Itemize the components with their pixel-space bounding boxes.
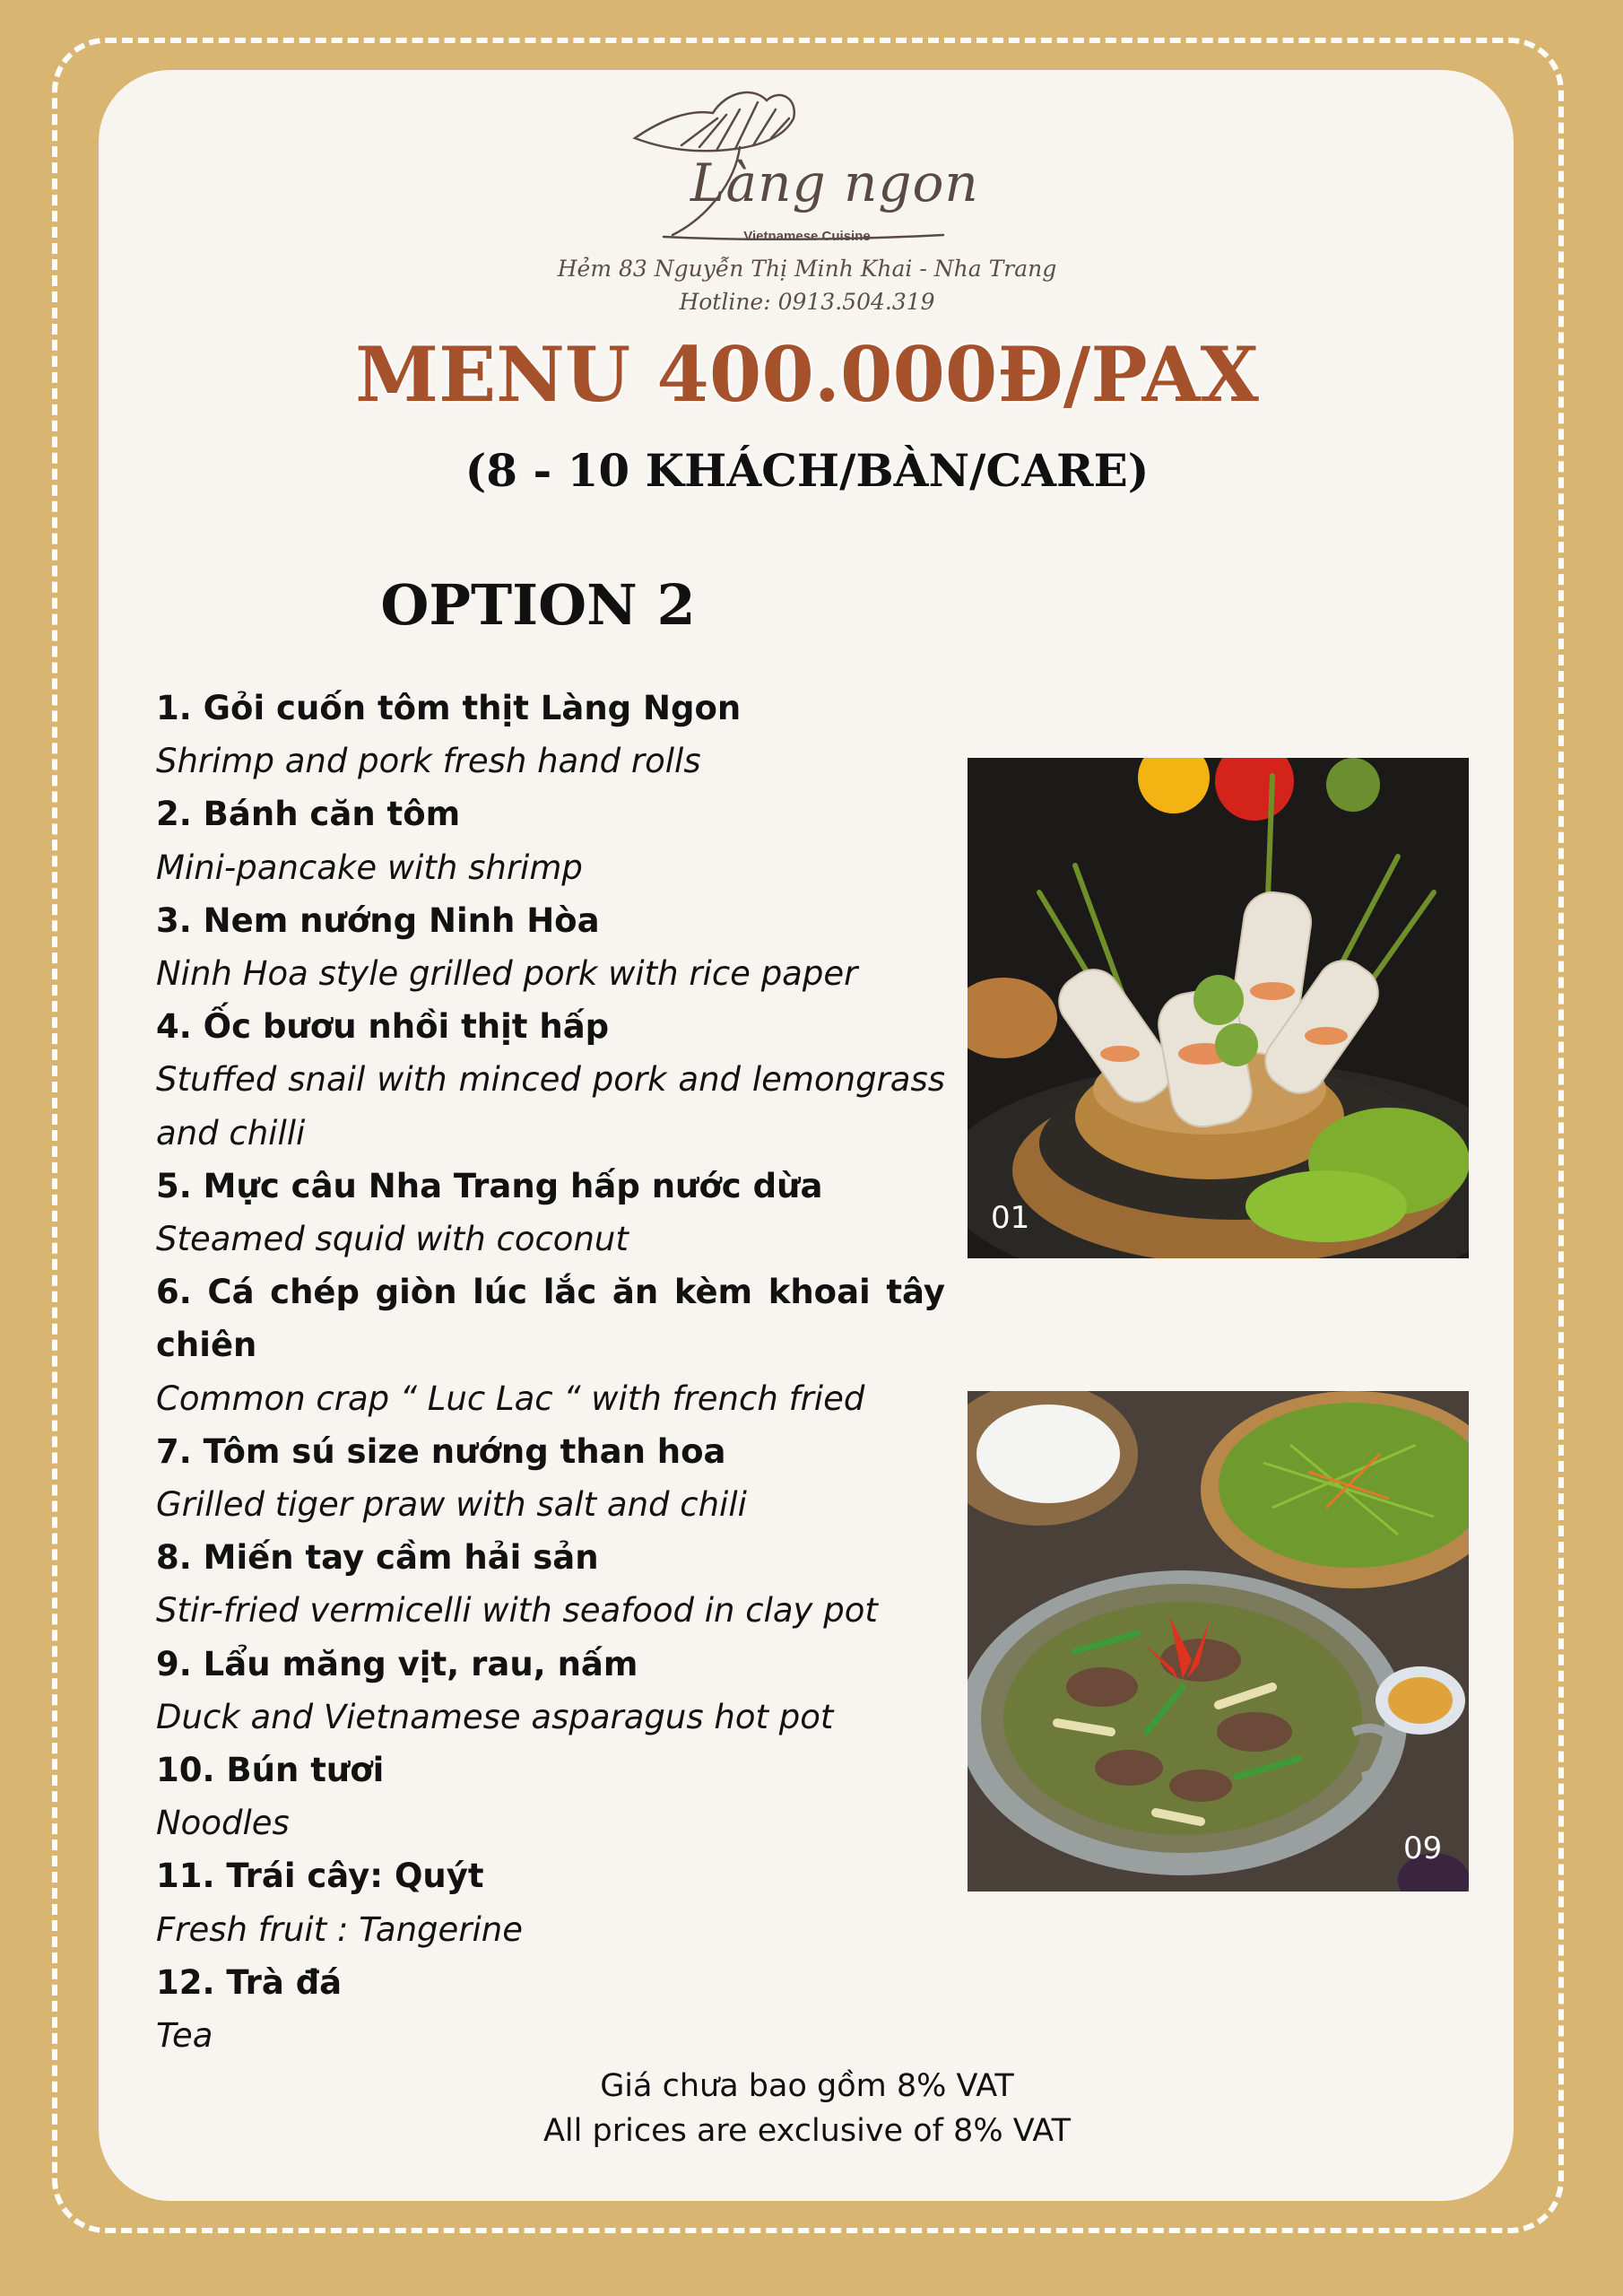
menu-item-list — [156, 682, 945, 2062]
hot-pot-photo — [968, 1391, 1469, 1892]
menu-item-description: Mini-pancake with shrimp — [156, 848, 583, 887]
spring-rolls-illustration — [968, 758, 1469, 1258]
menu-item-description: Ninh Hoa style grilled pork with rice paper — [156, 954, 858, 994]
menu-item-description: Shrimp and pork fresh hand rolls — [156, 742, 701, 781]
menu-item-name: 5. Mực câu Nha Trang hấp nước dừa — [156, 1166, 823, 1205]
menu-item-name: 8. Miến tay cầm hải sản — [156, 1538, 599, 1578]
menu-item-description: Tea — [156, 2016, 213, 2056]
hot-pot-illustration — [968, 1391, 1469, 1892]
menu-item-name: 4. Ốc bươu nhồi thịt hấp — [156, 1007, 610, 1047]
menu-item-description: Noodles — [156, 1804, 290, 1843]
menu-item-description: Steamed squid with coconut — [156, 1220, 629, 1259]
menu-item-name: 10. Bún tươi — [156, 1751, 385, 1790]
option-heading: OPTION 2 — [380, 572, 696, 638]
vat-note-english: All prices are exclusive of 8% VAT — [542, 2113, 1072, 2149]
menu-item-description: Stir-fried vermicelli with seafood in clay pot — [156, 1591, 878, 1631]
spring-rolls-photo — [968, 758, 1469, 1258]
menu-guests-subtitle: (8 - 10 KHÁCH/BÀN/CARE) — [464, 444, 1150, 497]
menu-item-description: Duck and Vietnamese asparagus hot pot — [156, 1697, 834, 1736]
menu-price-title: MENU 400.000Đ/PAX — [355, 330, 1259, 419]
menu-item-name: 1. Gỏi cuốn tôm thịt Làng Ngon — [156, 689, 742, 727]
photo-number-label: 01 — [991, 1200, 1030, 1236]
menu-item-name: 11. Trái cây: Quýt — [156, 1857, 484, 1896]
menu-item-name: 3. Nem nướng Ninh Hòa — [156, 900, 600, 940]
menu-item-name: 6. Cá chép giòn lúc lắc ăn kèm khoai tây chiên — [156, 1273, 945, 1365]
logo-wordmark: Làng ngon — [690, 152, 979, 213]
menu-item-name: 9. Lẩu măng vịt, rau, nấm — [156, 1644, 638, 1683]
menu-item-description: Stuffed snail with minced pork and lemongrass and chilli — [156, 1060, 945, 1152]
restaurant-hotline: Hotline: 0913.504.319 — [679, 289, 935, 315]
vat-note-vietnamese: Giá chưa bao gồm 8% VAT — [600, 2068, 1014, 2104]
menu-item-description: Grilled tiger praw with salt and chili — [156, 1485, 747, 1525]
menu-item-name: 7. Tôm sú size nướng than hoa — [156, 1431, 726, 1471]
restaurant-address: Hẻm 83 Nguyễn Thị Minh Khai - Nha Trang — [557, 256, 1057, 282]
logo-subtitle: Vietnamese Cuisine — [743, 229, 871, 244]
menu-item-description: Common crap “ Luc Lac “ with french fried — [156, 1378, 865, 1418]
menu-item-description: Fresh fruit : Tangerine — [156, 1909, 524, 1949]
menu-item-name: 2. Bánh căn tôm — [156, 795, 461, 834]
photo-number-label: 09 — [1403, 1831, 1443, 1866]
menu-item-name: 12. Trà đá — [156, 1962, 343, 2002]
